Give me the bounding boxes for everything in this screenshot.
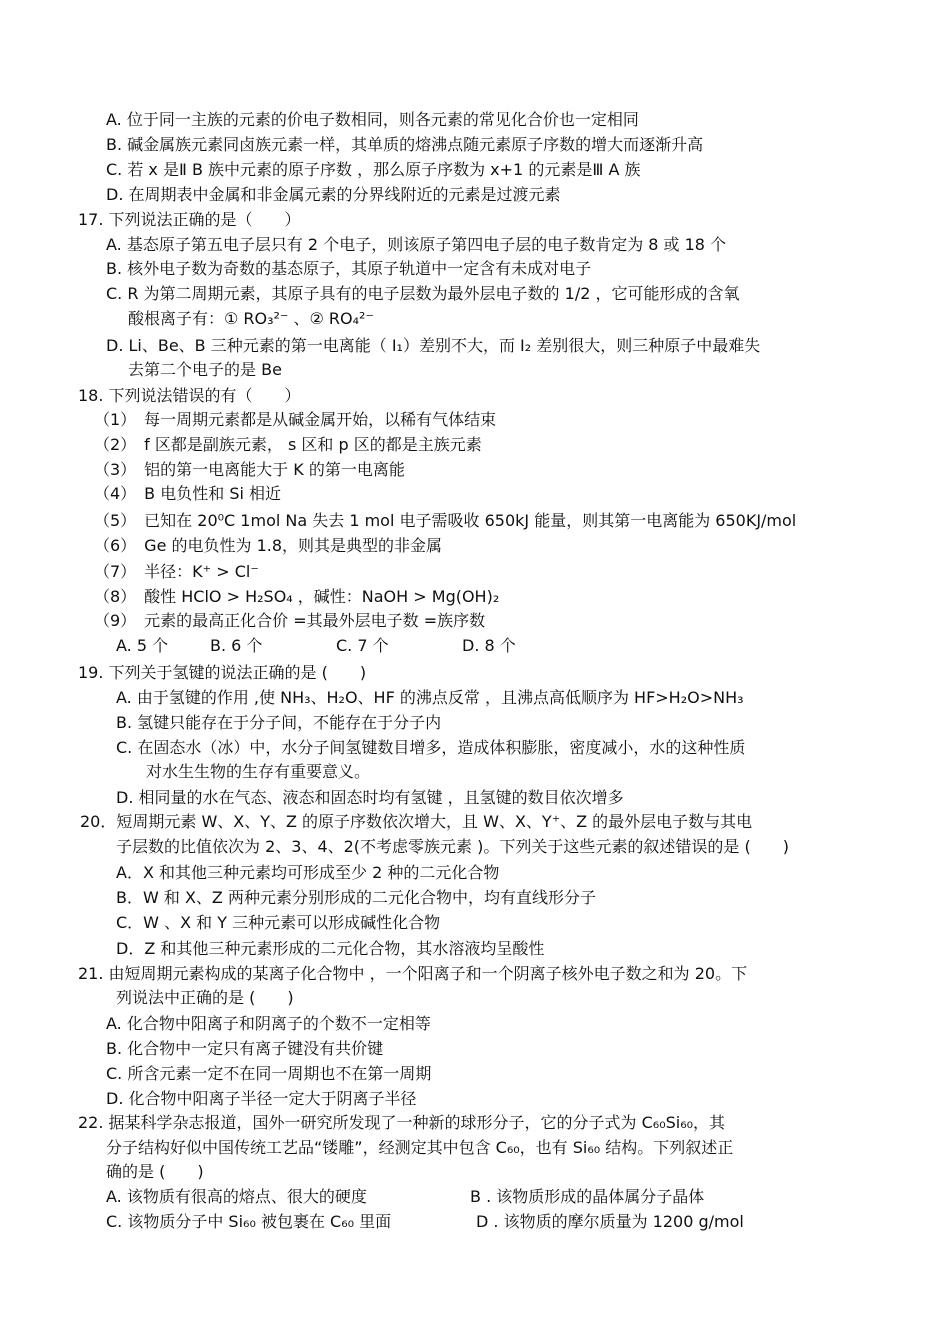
q16-option-b: B. 碱金属族元素同卤族元素一样，其单质的熔沸点随元素原子序数的增大而逐渐升高	[106, 135, 704, 154]
q18-option-c: C. 7 个	[336, 636, 389, 655]
q18-item: （2） f 区都是副族元素， s 区和 p 区的都是主族元素	[94, 435, 482, 454]
q18-option-a: A. 5 个	[116, 636, 169, 655]
q18-item: （8） 酸性 HClO > H₂SO₄ ，碱性：NaOH > Mg(OH)₂	[94, 587, 500, 606]
q16-option-d: D. 在周期表中金属和非金属元素的分界线附近的元素是过渡元素	[106, 185, 561, 204]
q19-option-b: B. 氢键只能存在于分子间，不能存在于分子内	[116, 713, 442, 732]
q17-option-c: C. R 为第二周期元素，其原子具有的电子层数为最外层电子数的 1/2 ，它可能形成的含氧	[106, 284, 740, 303]
q18-item: （3） 铝的第一电离能大于 K 的第一电离能	[94, 460, 405, 479]
q17-stem: 17. 下列说法正确的是（ ）	[78, 210, 301, 229]
q20-option-b: B．W 和 X、Z 两种元素分别形成的二元化合物中，均有直线形分子	[116, 888, 596, 907]
q21-option-c: C. 所含元素一定不在同一周期也不在第一周期	[106, 1064, 432, 1083]
q20-option-a: A．X 和其他三种元素均可形成至少 2 种的二元化合物	[116, 863, 500, 882]
q17-option-c-cont: 酸根离子有：① RO₃²⁻ 、② RO₄²⁻	[128, 309, 374, 328]
q18-item: （7） 半径：K⁺ > Cl⁻	[94, 562, 259, 581]
q22-option-c: C. 该物质分子中 Si₆₀ 被包裹在 C₆₀ 里面	[106, 1212, 392, 1231]
q22-option-d: D . 该物质的摩尔质量为 1200 g/mol	[476, 1212, 744, 1231]
q18-stem: 18. 下列说法错误的有（ ）	[78, 386, 301, 405]
q21-option-b: B. 化合物中一定只有离子键没有共价键	[106, 1039, 384, 1058]
q22-stem-cont: 确的是 ( )	[106, 1162, 204, 1181]
q16-option-a: A. 位于同一主族的元素的价电子数相同，则各元素的常见化合价也一定相同	[106, 110, 639, 129]
q19-option-c: C. 在固态水（冰）中，水分子间氢键数目增多，造成体积膨胀，密度减小，水的这种性质	[116, 738, 746, 757]
q20-option-d: D．Z 和其他三种元素形成的二元化合物，其水溶液均呈酸性	[116, 939, 545, 958]
q22-option-a: A. 该物质有很高的熔点、很大的硬度	[106, 1187, 367, 1206]
q19-stem: 19. 下列关于氢键的说法正确的是 ( )	[78, 663, 367, 682]
q20-stem-cont: 子层数的比值依次为 2、3、4、2(不考虑零族元素 )。下列关于这些元素的叙述错误的是 ( )	[116, 837, 789, 856]
q18-item: （4） B 电负性和 Si 相近	[94, 484, 282, 503]
q21-option-d: D. 化合物中阳离子半径一定大于阴离子半径	[106, 1089, 417, 1108]
q19-option-d: D. 相同量的水在气态、液态和固态时均有氢键 ，且氢键的数目依次增多	[116, 788, 624, 807]
q18-option-d: D. 8 个	[462, 636, 516, 655]
q22-stem-cont: 分子结构好似中国传统工艺品“镂雕”，经测定其中包含 C₆₀，也有 Si₆₀ 结构。下列叙述正	[106, 1138, 734, 1157]
q16-option-c: C. 若 x 是Ⅱ B 族中元素的原子序数 ，那么原子序数为 x+1 的元素是Ⅲ A 族	[106, 160, 641, 179]
q18-item: （1） 每一周期元素都是从碱金属开始，以稀有气体结束	[94, 410, 497, 429]
q21-option-a: A. 化合物中阳离子和阴离子的个数不一定相等	[106, 1014, 431, 1033]
q20-option-c: C．W 、X 和 Y 三种元素可以形成碱性化合物	[116, 913, 441, 932]
q20-stem: 20．短周期元素 W、X、Y、Z 的原子序数依次增大，且 W、X、Y⁺、Z 的最外层电子数与其电	[80, 812, 753, 831]
q22-stem: 22. 据某科学杂志报道，国外一研究所发现了一种新的球形分子，它的分子式为 C₆₀Si₆₀，其	[78, 1113, 726, 1132]
q19-option-c-cont: 对水生生物的生存有重要意义。	[146, 762, 371, 781]
q19-option-a: A. 由于氢键的作用 ,使 NH₃、H₂O、HF 的沸点反常 ，且沸点高低顺序为 HF>H₂O>NH₃	[116, 688, 744, 707]
q21-stem-cont: 列说法中正确的是 ( )	[116, 988, 294, 1007]
q18-option-b: B. 6 个	[210, 636, 263, 655]
q22-option-b: B . 该物质形成的晶体属分子晶体	[470, 1187, 705, 1206]
q18-item: （5） 已知在 20⁰C 1mol Na 失去 1 mol 电子需吸收 650kJ 能量，则其第一电离能为 650KJ/mol	[94, 511, 797, 530]
q17-option-b: B. 核外电子数为奇数的基态原子，其原子轨道中一定含有未成对电子	[106, 259, 592, 278]
q18-item: （6） Ge 的电负性为 1.8，则其是典型的非金属	[94, 536, 443, 555]
q17-option-d: D. Li、Be、B 三种元素的第一电离能（ I₁）差别不大，而 I₂ 差别很大，则三种原子中最难失	[106, 336, 761, 355]
q18-item: （9） 元素的最高正化合价 =其最外层电子数 =族序数	[94, 611, 486, 630]
q17-option-a: A. 基态原子第五电子层只有 2 个电子，则该原子第四电子层的电子数肯定为 8 或 18 个	[106, 235, 727, 254]
q17-option-d-cont: 去第二个电子的是 Be	[128, 360, 282, 379]
q21-stem: 21. 由短周期元素构成的某离子化合物中 ，一个阳离子和一个阴离子核外电子数之和为 20。下	[78, 964, 748, 983]
